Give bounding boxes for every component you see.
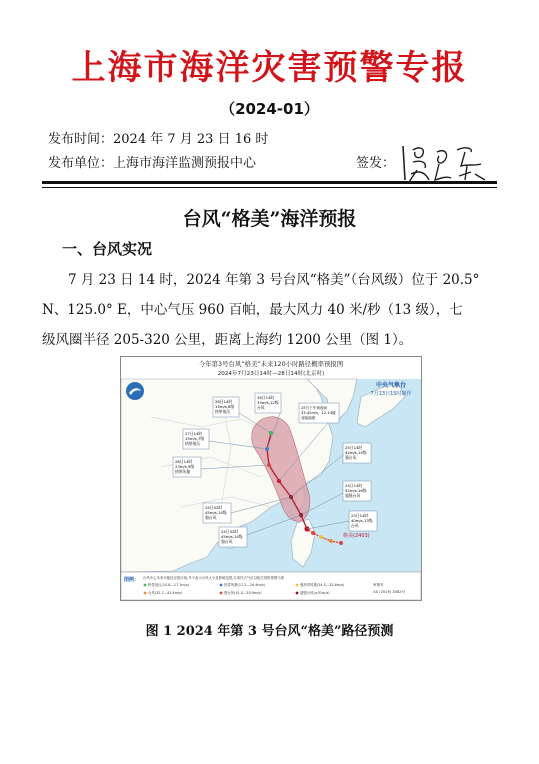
legend-item-supty: 超强台风(≥51m/s) [300,591,330,596]
legend-item-ty: 台风(32.7—41.4m/s) [148,591,183,596]
box-24-line1: 24日14时 [345,483,363,488]
box-26b-line2: 23m/s,9级 [175,464,195,469]
handwritten-signature [395,136,495,184]
document-number: （2024-01） [220,100,319,118]
issue-time-row [48,128,268,147]
legend-note: 台风中心未来可能经过的区域,并不表示台风大小及影响范围,灾害性天气应以相关预报预警为准 [143,576,285,580]
box-28-line1: 28日14时 [215,399,233,404]
page-title: 上海市海洋灾害预警专报 [71,48,468,88]
issue-time-value: 2024 年 7 月 23 日 16 时 [113,132,269,147]
box-25-line2: 42m/s,14级 [345,450,367,455]
box-24-line3: 超强台风 [345,493,361,498]
box-25b-line1: 25日02时 [205,505,223,510]
legend-item-ts: 热带风暴(17.2—24.4m/s) [224,583,265,588]
box-25pm-line1: 25日下午到夜间 [301,406,328,410]
typhoon-name-label: 格美(2403) [343,533,370,539]
box-28-line2: 15m/s,8级 [215,404,235,409]
box-26-line3: 台风 [257,405,265,410]
figure-caption: 图 1 2024 年第 3 号台风“格美”路径预测 [145,624,394,639]
body-line-2: N、125.0° E，中心气压 960 百帕，最大风力 40 米/秒（13 级），七 [42,302,463,318]
agency-time: 7月23日15时制作 [370,391,412,397]
box-27-line3: 热带低压 [185,441,201,446]
box-26b-line1: 26日14时 [175,459,193,464]
agency-label: 中央气象台 [375,382,407,389]
box-25b-line3: 强台风 [205,515,217,520]
issue-time-label: 发布时间： [48,132,114,147]
issuer-label: 发布单位： [48,156,114,171]
box-27-line1: 27日14时 [185,431,203,436]
typhoon-map-svg [121,357,421,600]
box-24-line2: 52m/s,16级 [345,488,367,493]
box-25pm-line2: 33-42m/s，12-14级 [301,411,336,415]
box-24b-line3: 强台风 [221,539,233,544]
box-25-line3: 强台风 [345,455,357,460]
box-23-line1: 23日14时 [351,513,369,518]
legend-title: 图例： [124,577,140,583]
body-line-3: 级风圈半径 205-320 公里，距离上海约 1200 公里（图 1）。 [42,332,413,348]
box-23-line3: 台风 [351,523,359,528]
box-28-line3: 热带低压 [215,409,231,414]
box-27-line2: 15m/s,7级 [185,436,205,441]
map-credit-code: GS (2019) 3082号 [373,590,406,594]
legend-item-td: 热带低压(10.8—17.1m/s) [148,583,189,588]
box-25b-line2: 45m/s,14级 [205,510,227,515]
header-divider-thin [42,187,497,188]
map-subtitle: 2024年7月23日14时—28日14时(北京时) [217,371,325,377]
box-24b-line1: 24日02时 [221,529,239,534]
map-credit: 审图号 [373,583,384,587]
legend-item-sty: 强台风(41.5—50.9m/s) [224,591,262,596]
cma-logo [126,382,144,400]
report-headline: 台风“格美”海洋预报 [182,208,357,230]
map-title: 今年第3号台风“格美”未来120小时路径概率预报图 [198,360,344,368]
section-heading: 一、台风实况 [62,240,153,258]
issuer-row [48,152,256,171]
box-25-line1: 25日14时 [345,445,363,450]
box-23-line2: 40m/s,13级 [351,518,373,523]
legend-item-sts: 强热带风暴(24.5—32.6m/s) [300,583,345,588]
box-26-line1: 26日14时 [257,395,275,400]
box-24b-line2: 45m/s,14级 [221,534,243,539]
typhoon-track-map [120,356,422,601]
header-divider-thick [42,181,497,184]
map-legend [121,572,421,600]
issuer-value: 上海市海洋监测预报中心 [113,156,257,171]
box-26b-line3: 热带风暴 [175,469,191,474]
body-line-1: 7 月 23 日 14 时，2024 年第 3 号台风“格美”（台风级）位于 20.5° [68,272,480,288]
box-26-line2: 33m/s,12级 [257,400,279,405]
box-25pm-line3: 登陆福建 [301,416,316,420]
sign-label: 签发： [356,156,396,171]
